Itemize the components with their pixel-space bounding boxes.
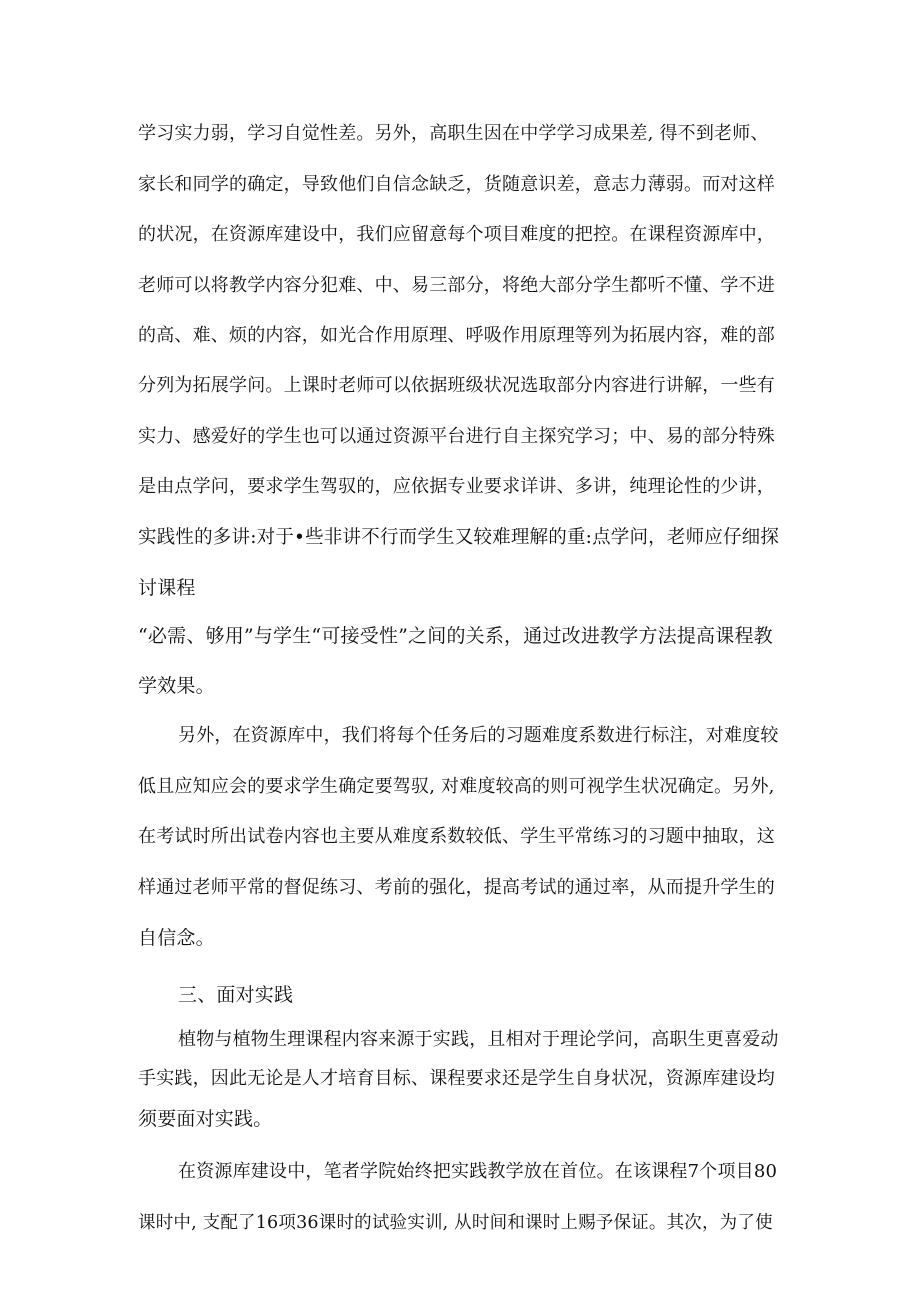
paragraph-first-line: 在资源库建设中，笔者学院始终把实践教学放在首位。在该课程7个项目80 (178, 1161, 778, 1182)
text-line: “必需、够用”与学生“可接受性”之间的关系，通过改进教学方法提高课程教 (138, 625, 773, 647)
text-line: 的状况，在资源库建设中，我们应留意每个项目难度的把控。在课程资源库中， (138, 224, 775, 245)
paragraph-first-line: 另外，在资源库中，我们将每个任务后的习题难度系数进行标注，对难度较 (178, 725, 779, 746)
text-line: 老师可以将教学内容分犯难、中、易三部分，将绝大部分学生都听不懂、学不进 (138, 275, 775, 296)
text-line: 讨课程 (138, 577, 196, 599)
text-line: 学效果。 (138, 675, 215, 697)
text-line: 手实践，因此无论是人才培育目标、课程要求还是学生自身状况，资源库建设均 (138, 1068, 775, 1089)
text-line: 实践性的多讲:对于•些非讲不行而学生又较难理解的重:点学问，老师应仔细探 (138, 527, 780, 548)
text-line: 在考试时所出试卷内容也主要从难度系数较低、学生平常练习的习题中抽取，这 (138, 826, 775, 847)
text-line: 分列为拓展学问。上课时老师可以依据班级状况选取部分内容进行讲解，一些有 (138, 375, 775, 396)
text-line: 学习实力弱，学习自觉性差。另外，高职生因在中学学习成果差, 得不到老师、 (138, 123, 769, 144)
text-line: 须要面对实践。 (138, 1108, 273, 1130)
text-line: 自信念。 (138, 927, 215, 949)
text-line: 是由点学问，要求学生驾驭的，应依据专业要求详讲、多讲，纯理论性的少讲， (138, 476, 775, 497)
text-line: 实力、感爱好的学生也可以通过资源平台进行自主探究学习；中、易的部分特殊 (138, 426, 775, 447)
text-line: 课时中, 支配了16项36课时的试验实训, 从时间和课时上赐予保证。其次，为了使 (138, 1213, 773, 1233)
text-line: 低且应知应会的要求学生确定要驾驭, 对难度较高的则可视学生状况确定。另外, (138, 776, 775, 797)
text-line: 家长和同学的确定，导致他们自信念缺乏，货随意识差，意志力薄弱。而对这样 (138, 174, 775, 195)
section-heading: 三、面对实践 (178, 984, 294, 1006)
text-line: 样通过老师平常的督促练习、考前的强化，提高考试的通过率，从而提升学生的 (138, 877, 775, 898)
text-line: 的高、难、烦的内容，如光合作用原理、呼吸作用原理等列为拓展内容，难的部 (138, 325, 775, 346)
paragraph-first-line: 植物与植物生理课程内容来源于实践，且相对于理论学问，高职生更喜爱动 (178, 1029, 779, 1050)
